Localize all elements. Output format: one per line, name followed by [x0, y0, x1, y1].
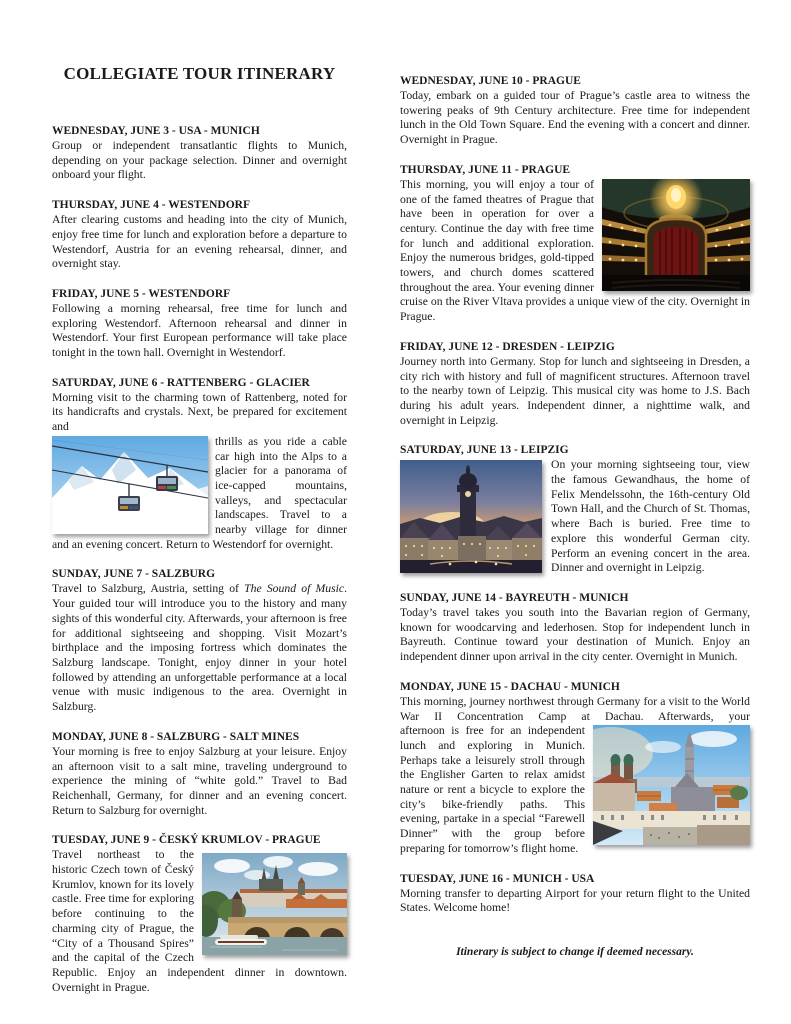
entry-body-wrap: Travel northeast to the historic Czech town of Český Krumlov, known for its lovely castle. Free time for exploring before continuing to the charming city of Prague, the “City of a Thousand Spires” and the capital of the Czech Republic. Enjoy an independent dinner in downtown. Overnight in Prague. [52, 848, 347, 994]
body-text: Travel to Salzburg, Austria, setting of [52, 582, 245, 596]
entry-body: Today’s travel takes you south into the Bavarian region of Germany, known for woodcarving and lederhosen. Stop for independent lunch in Bayreuth. Continue toward your destination of Munich. Enjoy an independent dinner upon arrival in the city center. Overnight in Munich. [400, 605, 750, 664]
right-column [400, 74, 750, 958]
entry-heading: MONDAY, JUNE 15 - DACHAU - MUNICH [400, 680, 620, 693]
entry-body [52, 582, 347, 714]
prague-charles-bridge-photo [202, 853, 347, 955]
entry-heading: SATURDAY, JUNE 6 - RATTENBERG - GLACIER [52, 376, 310, 389]
entry-body: Morning transfer to departing Airport for your return flight to the United States. Welcome home! [400, 886, 750, 915]
entry-june-6 [52, 376, 347, 553]
prague-theatre-photo [602, 179, 750, 291]
entry-heading: FRIDAY, JUNE 5 - WESTENDORF [52, 287, 231, 300]
entry-body: Journey north into Germany. Stop for lunch and sightseeing in Dresden, a city rich with history and full of magnificent structures. Afternoon travel to the nearby town of Leipzig. This musical city was home to J.S. Bach during his adult years. Independent dinner, a nighttime walk, and overnight in Leipzig. [400, 354, 750, 427]
entry-heading: TUESDAY, JUNE 9 - ČESKÝ KRUMLOV - PRAGUE [52, 834, 321, 847]
entry-june-8 [52, 730, 347, 819]
entry-heading: SATURDAY, JUNE 13 - LEIPZIG [400, 444, 569, 457]
entry-june-11 [400, 163, 750, 325]
entry-heading: MONDAY, JUNE 8 - SALZBURG - SALT MINES [52, 730, 300, 743]
alps-cable-car-photo [52, 436, 208, 534]
munich-illustration [593, 725, 750, 845]
entry-body-intro: This morning, journey northwest through Germany for a visit to the World War II Concentration Camp at Dachau. Afterwards, your [400, 694, 750, 723]
entry-body: After clearing customs and heading into the city of Munich, enjoy free time for lunch and exploration before a departure to Westendorf, Austria for an evening rehearsal, dinner, and overnight stay. [52, 213, 347, 271]
entry-june-12 [400, 340, 750, 429]
entry-body-wrap-block [52, 848, 347, 995]
entry-body-wrap-block [400, 178, 750, 325]
entry-june-7 [52, 567, 347, 714]
footer-note: Itinerary is subject to change if deemed necessary. [456, 945, 694, 958]
entry-body-wrap-block [400, 724, 750, 856]
left-column [52, 64, 347, 1010]
entry-body-wrap-block [52, 435, 347, 553]
body-text: . Your guided tour will introduce you to the history and many sights of this wonderful city. Afterwards, your afternoon is free for additional sightseeing and shopping. Visit Mozart’s birthplace and the imposing fortress which dominates the Salzburg landscape. Tonight, enjoy dinner in your hotel followed by attending an unforgettable performance at a local venue with music indigenous to the area. Overnight in Salzburg. [52, 582, 347, 714]
entry-june-3 [52, 124, 347, 183]
entry-body-wrap-block [400, 458, 750, 576]
entry-heading: SUNDAY, JUNE 7 - SALZBURG [52, 568, 216, 581]
entry-body: Following a morning rehearsal, free time for lunch and exploring Westendorf. Afternoon rehearsal and dinner in Westendorf. Your first European performance will take place tonight in the town hall. Overnight in Westendorf. [52, 301, 347, 360]
entry-heading: SUNDAY, JUNE 14 - BAYREUTH - MUNICH [400, 591, 629, 604]
entry-heading: THURSDAY, JUNE 4 - WESTENDORF [52, 199, 250, 212]
italic-title-text: The Sound of Music [244, 582, 345, 596]
entry-body: Your morning is free to enjoy Salzburg at your leisure. Enjoy an afternoon visit to a salt mine, traveling underground to experience the mining of “white gold.” Travel to Bad Reichenhall, Germany, for dinner and an evening concert. Return to Salzburg for overnight. [52, 744, 347, 817]
entry-heading: TUESDAY, JUNE 16 - MUNICH - USA [400, 872, 595, 885]
entry-june-15 [400, 680, 750, 857]
entry-heading: FRIDAY, JUNE 12 - DRESDEN - LEIPZIG [400, 340, 615, 353]
entry-heading: WEDNESDAY, JUNE 3 - USA - MUNICH [52, 125, 260, 137]
entry-june-16 [400, 872, 750, 916]
entry-body-intro: Morning visit to the charming town of Rattenberg, noted for its handicrafts and crystals. Next, be prepared for excitement and [52, 390, 347, 434]
entry-june-13 [400, 443, 750, 576]
entry-body: Group or independent transatlantic flights to Munich, depending on your package selection. Dinner and overnight onboard your flight. [52, 139, 347, 182]
prague-bridge-illustration [202, 853, 347, 955]
entry-body: Today, embark on a guided tour of Prague’s castle area to witness the towering peaks of 9th Century architecture. Free time for independent lunch in the Old Town Square. End the evening with a concert and dinner. Overnight in Prague. [400, 89, 750, 147]
entry-heading: THURSDAY, JUNE 11 - PRAGUE [400, 163, 571, 176]
alps-cable-car-illustration [52, 436, 208, 534]
entry-body-wrap: afternoon is free for an independent lunch and exploring in Munich. Perhaps take a leisurely stroll through the Englisher Garten to relax amidst nature or rent a bicycle to explore the city’s bike-friendly paths. This evening, partake in a special “Farewell Dinner” with the group before preparing for tomorrow’s flight home. [400, 724, 585, 855]
entry-june-5 [52, 287, 347, 361]
entry-body-wrap: thrills as you ride a cable car high into the Alps to a glacier for a panorama of ice-capped mountains, valleys, and spectacular landscapes. Travel to a nearby village for dinner and an evening concert. Return to Westendorf for overnight. [52, 434, 347, 551]
munich-city-photo [593, 725, 750, 845]
entry-body-wrap: This morning, you will enjoy a tour of one of the famed theatres of Prague that have been in operation for over a century. Continue the day with free time for lunch and additional exploration. Enjoy the numerous bridges, gold-tipped towers, and church domes scattered throughout the area. Your evening dinner cruise on the River Vltava provides a unique view of the city. Overnight in Prague. [400, 177, 750, 324]
entry-heading: WEDNESDAY, JUNE 10 - PRAGUE [400, 75, 581, 87]
prague-theatre-illustration [602, 179, 750, 291]
leipzig-old-town-photo [400, 460, 542, 573]
entry-body-wrap: On your morning sightseeing tour, view the famous Gewandhaus, the home of Felix Mendelssohn, the 16th-century Old Town Hall, and the Church of St. Thomas, where Bach is buried. Free time to explore this wonderful German city. Perform an evening concert in the area. Dinner and overnight in Leipzig. [551, 458, 750, 575]
entry-june-14 [400, 591, 750, 665]
leipzig-illustration [400, 460, 542, 573]
entry-june-4 [52, 198, 347, 272]
entry-june-10 [400, 74, 750, 148]
entry-june-9 [52, 833, 347, 995]
page-title: COLLEGIATE TOUR ITINERARY [63, 64, 336, 83]
